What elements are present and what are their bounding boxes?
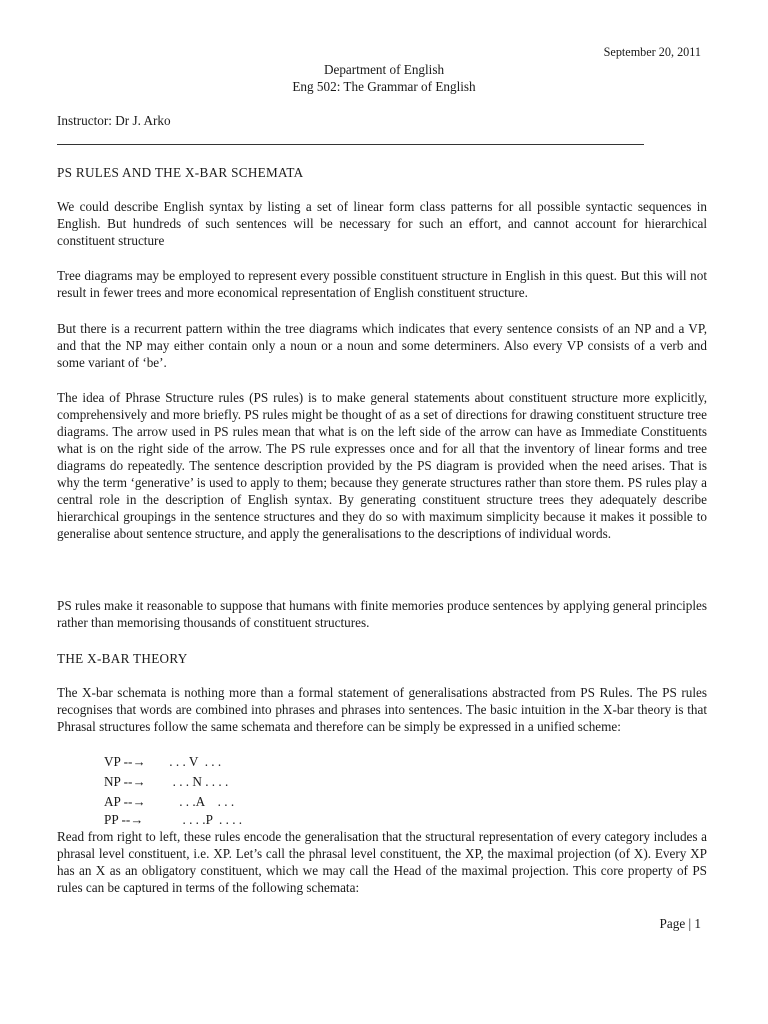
paragraph: Read from right to left, these rules encode the generalisation that the structural representation of every category includes a phrasal level constituent, i.e. XP. Let’s call the phrasal level constituent, the XP, the maximal projection (of X). Every XP has an X as an obligatory constituent, which we may call the Head of the maximal projection. This core property of PS rules can be captured in terms of the following schemata: (57, 829, 707, 895)
paragraph: The idea of Phrase Structure rules (PS rules) is to make general statements about constituent structure more explicitly, comprehensively and more briefly. PS rules might be thought of as a set of directions for drawing constituent structure tree diagrams. The arrow used in PS rules mean that what is on the left side of the arrow can have as Immediate Constituents what is on the right side of the arrow. The PS rule expresses once and for all that the inventory of linear forms and tree diagrams do repeatedly. The sentence description provided by the PS diagram is provided when the need arises. That is why the term ‘generative’ is used to apply to them; because they generate structures rather than store them. PS rules play a central role in the description of English syntax. By generating constituent structure trees they adequately describe hierarchical groupings in the sentence structures and they do so with maximum simplicity because it makes it possible to generalise about sentence structure, and apply the generalisations to the descriptions of individual words. (57, 390, 707, 541)
ps-rule-ap: AP --→ . . .A . . . (104, 794, 235, 809)
department-name: Department of English (323, 62, 445, 77)
paragraph: The X-bar schemata is nothing more than a formal statement of generalisations abstracted from PS Rules. The PS rules recognises that words are combined into phrases and phrases into sentences. The basic intuition in the X-bar theory is that Phrasal structures follow the same schemata and therefore can be simply be expressed in a unified scheme: (57, 685, 707, 734)
instructor-name: Instructor: Dr J. Arko (57, 113, 171, 128)
course-title: Eng 502: The Grammar of English (292, 79, 476, 94)
ps-rule-pp: PP --→ . . . .P . . . . (104, 812, 243, 827)
document-date: September 20, 2011 (603, 45, 701, 59)
paragraph: PS rules make it reasonable to suppose that humans with finite memories produce sentences by applying general principles rather than memorising thousands of constituent structures. (57, 598, 707, 630)
ps-rule-np: NP --→ . . . N . . . . (104, 774, 229, 789)
section-heading-ps-rules: PS RULES AND THE X-BAR SCHEMATA (57, 165, 304, 180)
ps-rule-vp: VP --→ . . . V . . . (104, 754, 222, 769)
paragraph: We could describe English syntax by listing a set of linear form class patterns for all possible syntactic sequences in English. But hundreds of such sentences will be necessary for such an effort, and cannot account for hierarchical constituent structure (57, 199, 707, 248)
paragraph: But there is a recurrent pattern within the tree diagrams which indicates that every sentence consists of an NP and a VP, and that the NP may either contain only a noun or a noun and some determiners. Also every VP consists of a verb and some variant of ‘be’. (57, 321, 707, 370)
section-heading-x-bar-theory: THE X-BAR THEORY (57, 651, 188, 666)
paragraph: Tree diagrams may be employed to represent every possible constituent structure in English in this quest. But this will not result in fewer trees and more economical representation of English constituent structure. (57, 268, 707, 300)
page-number: Page | 1 (659, 916, 701, 931)
header-divider (57, 144, 644, 145)
